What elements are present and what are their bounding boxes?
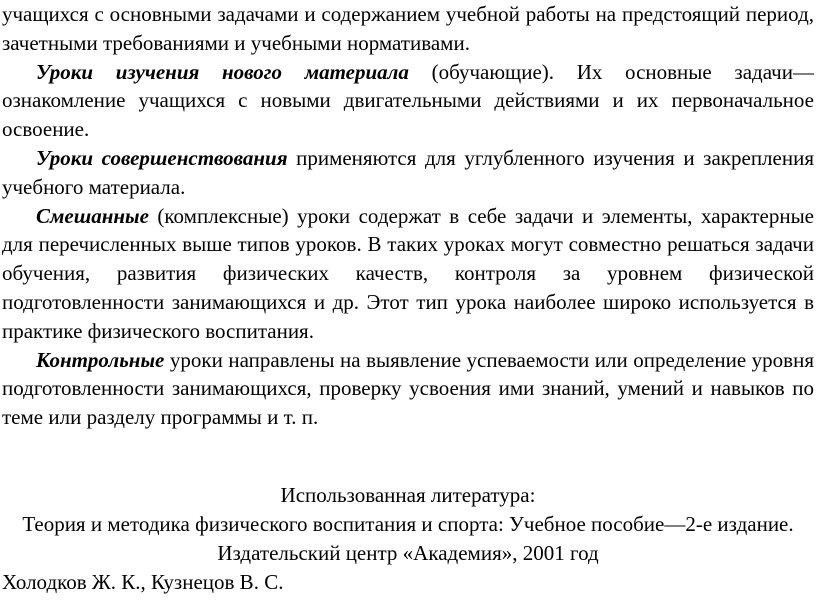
paragraph-new-material-lessons <box>2 58 814 144</box>
paragraph-mixed-lessons <box>2 202 814 346</box>
paragraph-text: уроки направлены на выявление успеваемости или определение уровня подготовленности занимающихся, проверку усвоения ими знаний, умений и навыков по теме или разделу программы и т. п. <box>2 347 814 430</box>
references-heading: Использованная литература: <box>280 483 536 507</box>
lesson-types-text <box>2 0 814 432</box>
paragraph-improvement-lessons <box>2 144 814 202</box>
paragraph-text: (обучающие). Их основные задачи—ознакомление учащихся с новыми двигательными действиями и их первоначальное освоение. <box>2 59 814 142</box>
term-mixed: Смешанные <box>36 203 149 228</box>
paragraph-intro-continuation <box>2 0 814 58</box>
paragraph-text: учащихся с основными задачами и содержанием учебной работы на предстоящий период, зачетными требованиями и учебными нормативами. <box>2 2 814 55</box>
term-improvement: Уроки совершенствования <box>36 145 288 170</box>
references-section <box>2 481 814 597</box>
reference-book: Теория и методика физического воспитания и спорта: Учебное пособие—2-е издание. Издательский центр «Академия», 2001 год <box>22 512 794 565</box>
paragraph-text: (комплексные) уроки содержат в себе задачи и элементы, характерные для перечисленных выше типов уроков. В таких уроках могут совместно решаться задачи обучения, развития физических качеств, контроля за уровнем физической подготовленности занимающихся и др. Этот тип урока наиболее широко используется в практике физического воспитания. <box>2 203 814 343</box>
paragraph-text: применяются для углубленного изучения и закрепления учебного материала. <box>2 145 814 199</box>
term-control: Контрольные <box>36 347 165 372</box>
term-new-material: Уроки изучения нового материала <box>36 59 409 84</box>
paragraph-control-lessons <box>2 346 814 432</box>
reference-authors: Холодков Ж. К., Кузнецов В. С. <box>2 570 284 594</box>
